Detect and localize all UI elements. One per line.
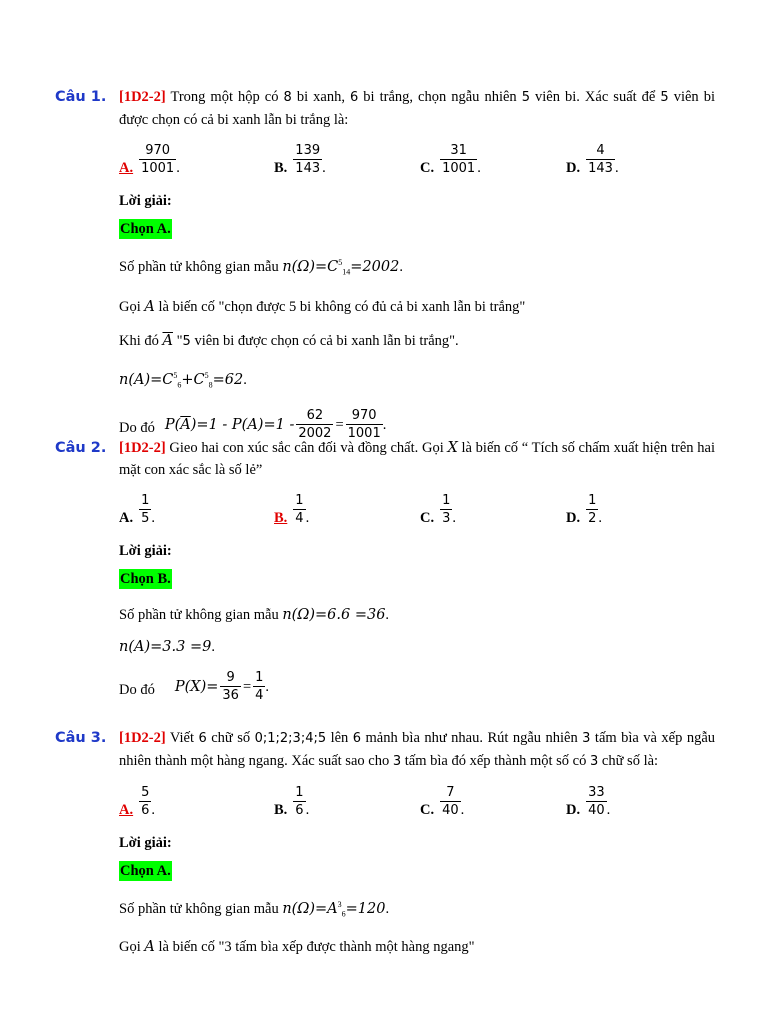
question-2 <box>55 437 715 703</box>
variable: $\overline{A}$ <box>180 416 191 433</box>
option-fraction <box>586 142 615 177</box>
option-d[interactable]: D. $\frac{1}{2}$ . <box>566 493 603 526</box>
question-3 <box>55 727 715 957</box>
denominator: 143 <box>295 161 321 176</box>
stem-number: 6 <box>349 90 359 105</box>
stem-number: 3 <box>392 754 402 769</box>
fraction <box>253 669 265 704</box>
numerator: 7 <box>446 785 455 800</box>
superscript: 5 <box>173 370 178 380</box>
text: viên bi được chọn có cả bi xanh lẫn bi trắng". <box>190 332 459 349</box>
option-label: D. <box>566 802 581 818</box>
numerator: 970 <box>145 143 171 158</box>
formula: =2002 <box>350 258 400 275</box>
text: Khi đó <box>119 332 163 349</box>
denominator: 1001 <box>141 161 175 176</box>
text: Do đó <box>119 682 155 698</box>
option-fraction <box>586 784 607 819</box>
subscript: 6 <box>341 909 346 919</box>
denominator: 36 <box>222 688 239 703</box>
formula: n(A)=C <box>119 371 174 388</box>
stem-number: 5 <box>660 90 669 105</box>
denominator: 40 <box>442 803 459 818</box>
option-label: B. <box>274 510 288 526</box>
option-label: A. <box>119 802 134 818</box>
variable: $\overline{A}$ <box>162 332 173 349</box>
solution-title: Lời giải: <box>119 543 172 559</box>
option-fraction <box>293 492 305 527</box>
subscript: 8 <box>208 380 213 390</box>
question-2-stem <box>55 437 715 481</box>
stem-digits: 0;1;2;3;4;5 <box>254 731 327 746</box>
subscript: 6 <box>177 380 182 390</box>
solution-line: n(A)=3.3 =9. <box>119 639 215 655</box>
stem-text: bi trắng, chọn ngẫu nhiên <box>358 89 522 105</box>
numerator: 1 <box>295 785 304 800</box>
option-a[interactable]: A. $\frac{5}{6}$ . <box>119 785 156 818</box>
stem-text: viên bi. Xác suất để <box>529 89 661 105</box>
question-tag: [1D2-2] <box>119 440 166 456</box>
denominator: 1001 <box>442 161 476 176</box>
chosen-answer: Chọn B. <box>120 571 171 587</box>
text: Số phần tử không gian mẫu <box>119 900 283 917</box>
question-3-stem <box>55 727 715 773</box>
option-label: C. <box>420 160 435 176</box>
option-d[interactable]: D. $\frac{33}{40}$ . <box>566 785 611 818</box>
stem-number: 8 <box>283 90 292 105</box>
option-c[interactable]: C. $\frac{7}{40}$ . <box>420 785 465 818</box>
option-d[interactable]: D. $\frac{4}{143}$ . <box>566 143 619 176</box>
option-c[interactable]: C. $\frac{1}{3}$ . <box>420 493 457 526</box>
denominator: 5 <box>141 511 150 526</box>
formula: P(X)= <box>174 678 219 695</box>
denominator: 4 <box>295 511 304 526</box>
denominator: 143 <box>588 161 613 176</box>
text: là biến cố "chọn được 5 bi không có đủ cả bi xanh lẫn bi trắng" <box>154 298 526 315</box>
numerator: 1 <box>588 493 597 508</box>
question-number: Câu 2. <box>55 440 107 456</box>
question-number: Câu 1. <box>55 89 107 105</box>
question-1 <box>55 86 715 442</box>
option-label: D. <box>566 160 581 176</box>
variable: A <box>144 938 155 955</box>
question-tag: [1D2-2] <box>119 730 166 746</box>
text: Số phần tử không gian mẫu <box>119 607 283 623</box>
formula: =120 <box>345 900 386 917</box>
stem-text: lên <box>326 730 353 746</box>
text: Số phần tử không gian mẫu <box>119 258 283 275</box>
solution <box>119 833 715 957</box>
variable: A <box>144 298 155 315</box>
numerator: 9 <box>226 670 235 685</box>
option-label: C. <box>420 802 435 818</box>
option-label: D. <box>566 510 581 526</box>
denominator: 4 <box>255 688 264 703</box>
stem-text: Trong một hộp có <box>165 89 284 105</box>
solution-line: Số phần tử không gian mẫu $n(\Omega)=C^5_{14}=2002$. <box>119 258 403 277</box>
stem-text: Viết <box>165 730 199 746</box>
question-tag: [1D2-2] <box>119 89 166 105</box>
numerator: 33 <box>588 785 605 800</box>
stem-text: tấm bìa đó xếp thành một số có <box>401 753 590 769</box>
option-label: A. <box>119 160 134 176</box>
numerator: 5 <box>141 785 150 800</box>
option-b[interactable]: B. $\frac{1}{4}$ . <box>274 493 310 526</box>
numerator: 1 <box>255 670 264 685</box>
option-a[interactable]: A. $\frac{1}{5}$ . <box>119 493 156 526</box>
option-fraction <box>139 784 151 819</box>
option-a[interactable]: A. $\frac{970}{1001}$ . <box>119 143 180 176</box>
numerator: 1 <box>295 493 304 508</box>
answer-options <box>119 133 715 177</box>
option-fraction <box>139 142 176 177</box>
solution-title: Lời giải: <box>119 193 172 209</box>
question-1-stem <box>55 86 715 131</box>
stem-text: tấm bìa và xếp ngẫu nhiên thành một hàng ngang. Xác suất sao cho <box>119 730 716 769</box>
option-c[interactable]: C. $\frac{31}{1001}$ . <box>420 143 481 176</box>
numerator: 1 <box>141 493 150 508</box>
formula: n(Ω)=A <box>282 900 338 917</box>
option-fraction <box>139 492 151 527</box>
stem-text: bi xanh, <box>291 89 350 105</box>
answer-options <box>119 775 715 819</box>
stem-number: 6 <box>352 731 362 746</box>
denominator: 40 <box>588 803 605 818</box>
stem-text: chữ số là: <box>598 753 659 769</box>
stem-text: viên bi được chọn có cả bi xanh lẫn bi trắng là: <box>119 89 715 128</box>
option-b[interactable]: B. $\frac{1}{6}$ . <box>274 785 310 818</box>
formula: +C <box>181 371 205 388</box>
text: Do đó <box>119 420 155 437</box>
solution-line: Do đó P(X)= $\frac{9}{36}$ = $\frac{1}{4}$ . <box>119 670 270 703</box>
numerator: 1 <box>442 493 451 508</box>
superscript: 3 <box>337 900 342 909</box>
text: Gọi <box>119 298 145 315</box>
stem-variable: X <box>447 440 458 456</box>
formula: n(Ω)=C <box>282 258 339 275</box>
stem-number: 6 <box>198 731 207 746</box>
stem-number: 5 <box>521 90 530 105</box>
fraction <box>220 669 241 704</box>
solution-line <box>119 937 715 957</box>
option-fraction <box>293 142 322 177</box>
solution-line: Do đó P( $\overline{A}$ )=1 - P(A)=1 - $\frac{62}{2002}$ = $\frac{970}{1001}$ . <box>119 408 387 442</box>
subscript: 14 <box>342 267 351 277</box>
formula: =62 <box>212 371 244 388</box>
stem-text: Gieo hai con xúc sắc cân đối và đồng chất. Gọi <box>165 440 448 456</box>
numerator: 139 <box>295 143 321 158</box>
denominator: 6 <box>141 803 150 818</box>
superscript: 5 <box>204 370 209 380</box>
option-fraction <box>293 784 305 819</box>
option-label: B. <box>274 160 288 176</box>
option-b[interactable]: B. $\frac{139}{143}$ . <box>274 143 326 176</box>
answer-options <box>119 483 715 527</box>
numerator: 970 <box>351 408 377 424</box>
solution <box>119 541 715 703</box>
stem-number: 3 <box>582 731 591 746</box>
option-fraction <box>440 492 452 527</box>
numerator: 4 <box>596 143 605 158</box>
option-fraction <box>586 492 598 527</box>
formula: )=1 - P(A)=1 - <box>190 416 295 433</box>
stem-text: mảnh bìa như nhau. Rút ngẫu nhiên <box>361 730 583 746</box>
superscript: 5 <box>338 258 343 267</box>
solution <box>119 191 715 442</box>
denominator: 2 <box>588 511 597 526</box>
denominator: 1001 <box>347 426 381 442</box>
solution-line: Số phần tử không gian mẫu $n(\Omega)=A^3_6=120$. <box>119 900 390 919</box>
solution-line <box>119 331 715 352</box>
formula: n(A)=3.3 =9 <box>119 639 212 655</box>
chosen-answer: Chọn A. <box>120 863 171 879</box>
solution-title: Lời giải: <box>119 835 172 851</box>
text: " <box>172 332 183 349</box>
option-label: C. <box>420 510 435 526</box>
chosen-answer: Chọn A. <box>120 221 171 237</box>
numerator: 62 <box>306 408 324 424</box>
solution-line <box>119 297 715 317</box>
question-number: Câu 3. <box>55 730 107 746</box>
stem-text: chữ số <box>206 730 255 746</box>
text: Gọi <box>119 938 145 955</box>
option-label: B. <box>274 802 288 818</box>
solution-line: Số phần tử không gian mẫu n(Ω)=6.6 =36. <box>119 607 390 623</box>
solution-line: $n(A)=C^5_6+C^5_8=62$. <box>119 370 247 390</box>
numerator: 31 <box>450 143 467 158</box>
option-label: A. <box>119 510 134 526</box>
denominator: 6 <box>295 803 304 818</box>
stem-text: là biến cố “ Tích số chấm xuất hiện trên hai mặt con xác sắc là số lẻ” <box>119 440 715 478</box>
formula: P( <box>164 416 181 433</box>
formula: n(Ω)=6.6 =36 <box>282 607 386 623</box>
number: 5 <box>182 333 191 349</box>
denominator: 2002 <box>298 426 332 442</box>
option-fraction <box>440 142 477 177</box>
text: là biến cố "3 tấm bìa xếp được thành một hàng ngang" <box>154 938 475 955</box>
stem-number: 3 <box>589 754 599 769</box>
option-fraction <box>440 784 461 819</box>
denominator: 3 <box>442 511 451 526</box>
